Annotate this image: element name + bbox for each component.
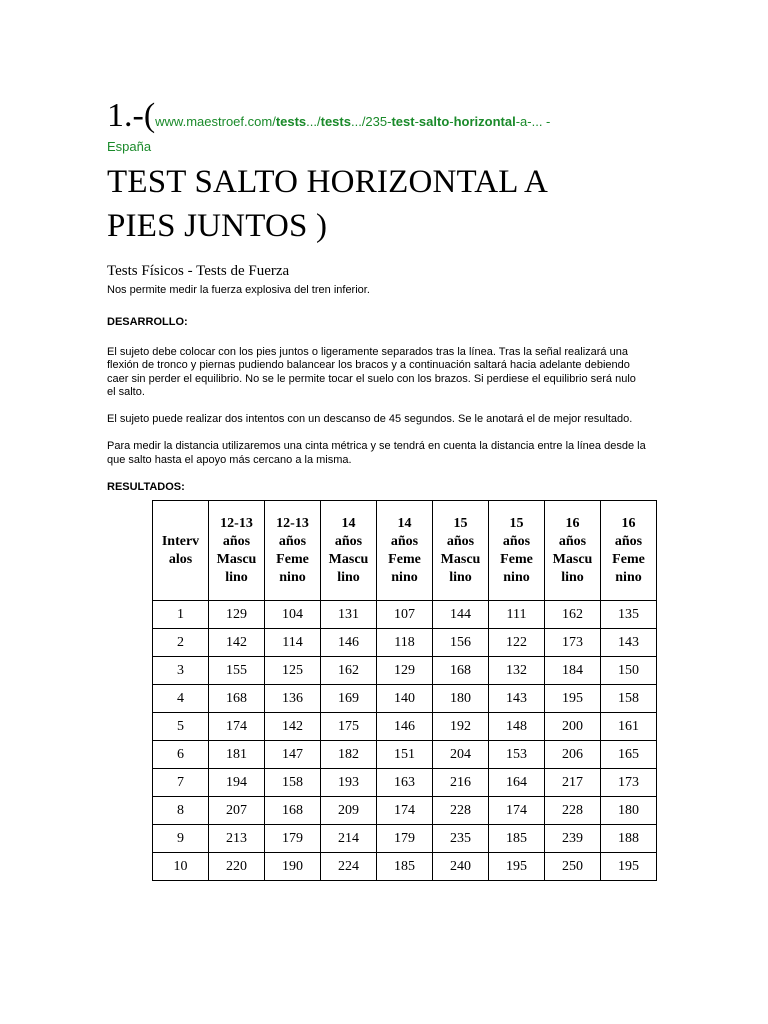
header-line: lino xyxy=(225,569,248,585)
header-line: años xyxy=(278,533,307,549)
table-cell: 148 xyxy=(489,713,545,741)
intentos-paragraph: El sujeto puede realizar dos intentos con un descanso de 45 segundos. Se le anotará el de mejor resultado. xyxy=(107,412,633,425)
table-header-row xyxy=(153,501,657,601)
table-cell: 156 xyxy=(433,629,489,657)
table-cell: 185 xyxy=(377,853,433,881)
table-cell: 122 xyxy=(489,629,545,657)
table-cell: 224 xyxy=(321,853,377,881)
table-cell: 175 xyxy=(321,713,377,741)
header-line: 12-13 xyxy=(220,515,253,531)
header-line: Feme xyxy=(276,551,309,567)
table-row xyxy=(153,629,657,657)
table-cell: 188 xyxy=(601,825,657,853)
table-cell: 10 xyxy=(153,853,209,881)
url-part: test xyxy=(391,114,415,129)
header-line: 14 xyxy=(397,515,412,531)
table-cell: 131 xyxy=(321,601,377,629)
table-cell: 194 xyxy=(209,769,265,797)
table-cell: 168 xyxy=(209,685,265,713)
table-cell: 4 xyxy=(153,685,209,713)
table-cell: 190 xyxy=(265,853,321,881)
table-cell: 228 xyxy=(545,797,601,825)
table-cell: 193 xyxy=(321,769,377,797)
document-page xyxy=(107,96,667,494)
desarrollo-heading: DESARROLLO: xyxy=(107,315,188,328)
table-cell: 240 xyxy=(433,853,489,881)
table-cell: 216 xyxy=(433,769,489,797)
table-row xyxy=(153,797,657,825)
url-part: tests xyxy=(275,114,307,129)
table-cell: 104 xyxy=(265,601,321,629)
table-row xyxy=(153,685,657,713)
table-cell: 143 xyxy=(601,629,657,657)
url-part: .../235- xyxy=(350,114,392,129)
table-cell: 7 xyxy=(153,769,209,797)
header-line: Mascu xyxy=(216,551,257,567)
table-cell: 129 xyxy=(377,657,433,685)
table-cell: 220 xyxy=(209,853,265,881)
table-row xyxy=(153,769,657,797)
table-cell: 174 xyxy=(377,797,433,825)
header-line: Feme xyxy=(500,551,533,567)
header-line: 16 xyxy=(565,515,580,531)
header-line: nino xyxy=(391,569,418,585)
header-line: Mascu xyxy=(328,551,369,567)
paragraph-line: caer sin perder el equilibrio. No se le permite tocar el suelo con los brazos. Si perdiese el equilibrio será nulo xyxy=(107,372,636,385)
paragraph-line: El sujeto debe colocar con los pies juntos o ligeramente separados tras la línea. Tras la señal realizará una xyxy=(107,345,628,358)
paragraph-line: que salto hasta el apoyo más cercano a la misma. xyxy=(107,453,352,466)
paragraph-line: Para medir la distancia utilizaremos una cinta métrica y se tendrá en cuenta la distancia entre la línea desde la xyxy=(107,440,646,452)
table-cell: 179 xyxy=(265,825,321,853)
table-cell: 214 xyxy=(321,825,377,853)
url-part: .../ xyxy=(306,114,321,129)
table-cell: 204 xyxy=(433,741,489,769)
table-cell: 151 xyxy=(377,741,433,769)
table-header-cell xyxy=(377,501,433,601)
table-cell: 165 xyxy=(601,741,657,769)
table-header-cell xyxy=(321,501,377,601)
header-line: años xyxy=(558,533,587,549)
heading-line xyxy=(107,96,667,142)
table-row xyxy=(153,853,657,881)
title-line-2: PIES JUNTOS ) xyxy=(107,208,328,244)
table-cell: 182 xyxy=(321,741,377,769)
table-cell: 195 xyxy=(489,853,545,881)
table-row xyxy=(153,713,657,741)
table-header-cell xyxy=(265,501,321,601)
table-cell: 3 xyxy=(153,657,209,685)
header-line: años xyxy=(334,533,363,549)
table-cell: 163 xyxy=(377,769,433,797)
header-line: lino xyxy=(337,569,360,585)
table-cell: 155 xyxy=(209,657,265,685)
table-cell: 125 xyxy=(265,657,321,685)
header-line: lino xyxy=(449,569,472,585)
table-cell: 228 xyxy=(433,797,489,825)
subtitle: Tests Físicos - Tests de Fuerza xyxy=(107,263,290,279)
header-line: alos xyxy=(168,551,193,567)
table-cell: 161 xyxy=(601,713,657,741)
header-line: Mascu xyxy=(552,551,593,567)
paragraph-line: el salto. xyxy=(107,386,145,398)
table-cell: 184 xyxy=(545,657,601,685)
table-cell: 168 xyxy=(265,797,321,825)
table-cell: 207 xyxy=(209,797,265,825)
table-cell: 150 xyxy=(601,657,657,685)
table-cell: 217 xyxy=(545,769,601,797)
table-cell: 173 xyxy=(601,769,657,797)
table-cell: 179 xyxy=(377,825,433,853)
table-cell: 206 xyxy=(545,741,601,769)
table-cell: 209 xyxy=(321,797,377,825)
table-cell: 143 xyxy=(489,685,545,713)
desarrollo-paragraph xyxy=(107,346,667,400)
header-line: lino xyxy=(561,569,584,585)
table-cell: 5 xyxy=(153,713,209,741)
header-line: años xyxy=(222,533,251,549)
header-line: 14 xyxy=(341,515,356,531)
table-cell: 136 xyxy=(265,685,321,713)
header-line: 16 xyxy=(621,515,636,531)
medicion-paragraph xyxy=(107,440,667,467)
table-cell: 144 xyxy=(433,601,489,629)
table-cell: 168 xyxy=(433,657,489,685)
header-line: Feme xyxy=(612,551,645,567)
header-line: nino xyxy=(503,569,530,585)
table-cell: 118 xyxy=(377,629,433,657)
url-part: tests xyxy=(320,114,351,129)
table-header-cell xyxy=(601,501,657,601)
table-cell: 174 xyxy=(209,713,265,741)
table-cell: 158 xyxy=(265,769,321,797)
paragraph-line: flexión de tronco y piernas pudiendo balancear los bracos y a continuación saltará hacia adelante debiendo xyxy=(107,359,630,371)
table-cell: 132 xyxy=(489,657,545,685)
table-cell: 181 xyxy=(209,741,265,769)
table-cell: 213 xyxy=(209,825,265,853)
table-cell: 107 xyxy=(377,601,433,629)
table-cell: 195 xyxy=(545,685,601,713)
table-cell: 169 xyxy=(321,685,377,713)
table-header-cell xyxy=(433,501,489,601)
table-header-cell xyxy=(489,501,545,601)
table-cell: 129 xyxy=(209,601,265,629)
table-cell: 111 xyxy=(489,601,545,629)
header-line: años xyxy=(502,533,531,549)
table-cell: 140 xyxy=(377,685,433,713)
table-row xyxy=(153,657,657,685)
header-line: Interv xyxy=(161,533,200,549)
url-part: horizontal xyxy=(453,114,516,129)
header-line: nino xyxy=(615,569,642,585)
table-cell: 146 xyxy=(321,629,377,657)
results-table xyxy=(152,500,657,881)
table-cell: 195 xyxy=(601,853,657,881)
url-part: www.maestroef.com/ xyxy=(155,114,276,129)
table-cell: 153 xyxy=(489,741,545,769)
table-cell: 239 xyxy=(545,825,601,853)
table-row xyxy=(153,601,657,629)
table-cell: 8 xyxy=(153,797,209,825)
header-line: 15 xyxy=(509,515,524,531)
table-cell: 200 xyxy=(545,713,601,741)
table-cell: 2 xyxy=(153,629,209,657)
header-line: Feme xyxy=(388,551,421,567)
table-cell: 135 xyxy=(601,601,657,629)
table-cell: 164 xyxy=(489,769,545,797)
table-cell: 9 xyxy=(153,825,209,853)
intro-paragraph: Nos permite medir la fuerza explosiva del tren inferior. xyxy=(107,284,370,296)
header-line: 12-13 xyxy=(276,515,309,531)
table-header-cell xyxy=(153,501,209,601)
table-cell: 192 xyxy=(433,713,489,741)
url-part: salto xyxy=(418,114,450,129)
header-line: años xyxy=(614,533,643,549)
page-title xyxy=(107,160,667,248)
table-row xyxy=(153,741,657,769)
table-header-cell xyxy=(545,501,601,601)
table-cell: 250 xyxy=(545,853,601,881)
table-cell: 235 xyxy=(433,825,489,853)
header-line: nino xyxy=(279,569,306,585)
table-cell: 1 xyxy=(153,601,209,629)
resultados-heading: RESULTADOS: xyxy=(107,481,185,493)
table-cell: 6 xyxy=(153,741,209,769)
table-cell: 173 xyxy=(545,629,601,657)
table-row xyxy=(153,825,657,853)
table-cell: 162 xyxy=(545,601,601,629)
table-cell: 158 xyxy=(601,685,657,713)
url-part: - xyxy=(414,114,419,129)
table-cell: 180 xyxy=(601,797,657,825)
table-header-cell xyxy=(209,501,265,601)
table-cell: 162 xyxy=(321,657,377,685)
table-cell: 185 xyxy=(489,825,545,853)
url-part: - xyxy=(449,114,454,129)
header-line: años xyxy=(446,533,475,549)
header-line: años xyxy=(390,533,419,549)
header-line: Mascu xyxy=(440,551,481,567)
header-line: 15 xyxy=(453,515,468,531)
table-cell: 146 xyxy=(377,713,433,741)
url-part: -a-... - xyxy=(515,114,551,129)
table-cell: 147 xyxy=(265,741,321,769)
table-cell: 114 xyxy=(265,629,321,657)
table-cell: 142 xyxy=(265,713,321,741)
source-country: España xyxy=(107,139,152,154)
table-cell: 180 xyxy=(433,685,489,713)
source-url[interactable] xyxy=(155,114,550,129)
title-line-1: TEST SALTO HORIZONTAL A xyxy=(107,164,549,200)
item-number: 1.-( xyxy=(107,97,156,134)
table-cell: 142 xyxy=(209,629,265,657)
table-cell: 174 xyxy=(489,797,545,825)
